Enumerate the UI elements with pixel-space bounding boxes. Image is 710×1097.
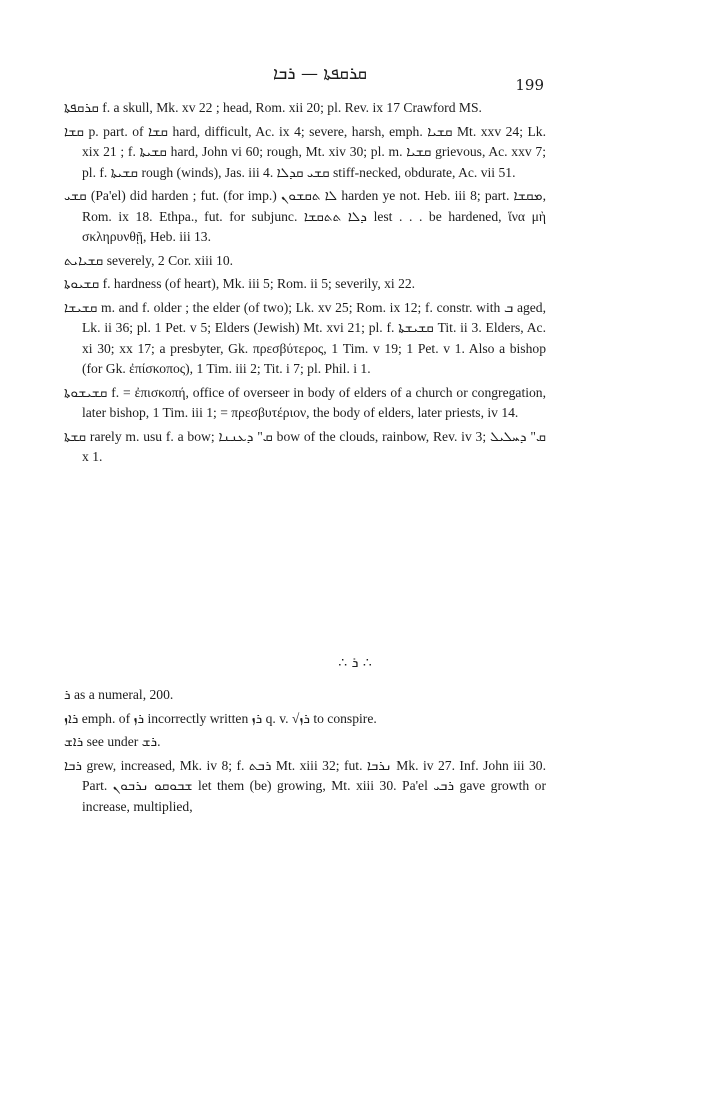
entry-older: ܩܫܝܫܐ m. and f. older ; the elder (of two); Lk. xv 25; Rom. ix 12; f. constr. with ܒ aged, Lk. ii 36; pl. 1 Pet. v 5; Elders (Jewish) Mt. xvi 21; pl. f. ܩܫܝܫܬܐ Tit. ii 3. Elders, Ac. xi 30; xx 17; a presbyter, Gk. πρεσβύτερος, 1 Tim. v 19; 1 Pet. v 1. Also a bishop (for Gk. ἐπίσκοπος), 1 Tim. iii 2; Tit. i 7; pl. Phil. i 1. (64, 299, 547, 376)
running-header (0, 60, 710, 94)
entry-hardness: ܩܫܝܘܬܐ f. hardness (of heart), Mk. iii 5; Rom. ii 5; severily, xi 22. (64, 276, 416, 291)
entry-did-harden: ܩܫܝ (Pa'el) did harden ; fut. (for imp.) ܠܐ ܬܩܫܘܢ harden ye not. Heb. iii 8; part. ܡܩܫܐ, Rom. ix 18. Ethpa., fut. for subjunc. ܕܠܐ ܬܬܩܫܐ lest . . . be hardened, ἵνα μὴ σκληρυνθῇ, Heb. iii 13. (64, 188, 546, 244)
entry-bow: ܩܫܬܐ rarely m. usu f. a bow; ܩ" ܕܥܢܢܐ bow of the clouds, rainbow, Rev. iv 3; ܩ" ܕܚܠܝܠ x 1. (64, 428, 547, 464)
entry-numeral: ܪ as a numeral, 200. (64, 687, 174, 702)
entry-severely: ܩܫܝܐܝܬ severely, 2 Cor. xiii 10. (64, 252, 234, 268)
running-header-title: ܩܪܩܦܬܐ — ܪܒܐ (273, 64, 367, 84)
entry-office-of-overseer: ܩܫܝܫܘܬܐ f. = ἐπισκοπή, office of overseer in body of elders of a church or congregation, later bishop, 1 Tim. iii 1; = πρεσβυτέριον, the body of elders, later priests, iv 14. (64, 384, 546, 420)
entries-top (64, 98, 546, 468)
entry-hard: ܩܫܐ p. part. of ܩܫܐ hard, difficult, Ac. ix 4; severe, harsh, emph. ܩܫܝܐ Mt. xxv 24; Lk. xix 21 ; f. ܩܫܝܬܐ hard, John vi 60; rough, Mt. xiv 30; pl. m. ܩܫܝܐ grievous, Ac. xxv 7; pl. f. ܩܫܝܬܐ rough (winds), Jas. iii 4. ܩܫܝ ܩܕܠܐ stiff-necked, obdurate, Ac. vii 51. (64, 123, 546, 180)
section-divider: ∴ ܪ ∴ (338, 655, 372, 671)
entry-emph: ܪܐܙ emph. of ܪܙ incorrectly written ܪܙ q. v. √ܪܙ to conspire. (64, 710, 377, 726)
entry-skull: ܩܪܩܦܬܐ f. a skull, Mk. xv 22 ; head, Rom. xii 20; pl. Rev. ix 17 Crawford MS. (64, 100, 482, 115)
entry-grew: ܪܒܐ grew, increased, Mk. iv 8; f. ܪܒܬ Mt. xiii 32; fut. ܢܪܒܐ Mk. iv 27. Inf. John iii 30. Part. ܫܒܘܩܘ ܢܪܒܘܢ let them (be) growing, Mt. xiii 30. Pa'el ܪܒܝ gave growth or increase, multiplied, (64, 757, 546, 814)
entry-see-under: ܪܐܫ see under ܪܫ. (64, 734, 161, 749)
page-number: 199 (515, 76, 544, 94)
entries-bottom (64, 685, 546, 817)
